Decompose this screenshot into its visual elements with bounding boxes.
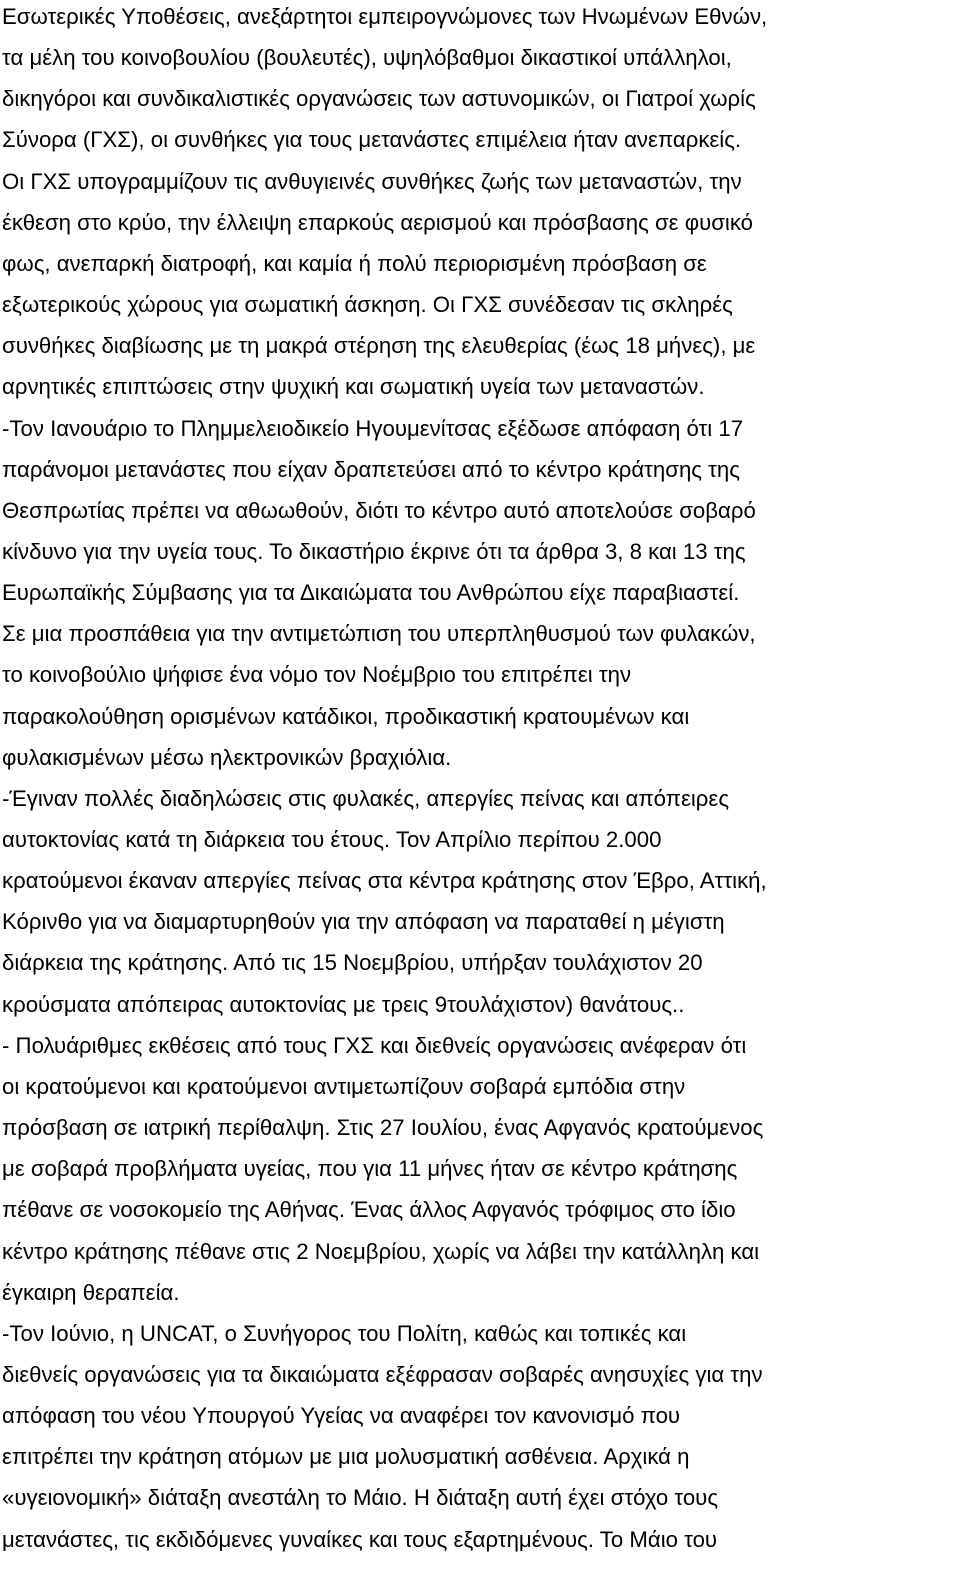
text-line: διεθνείς οργανώσεις για τα δικαιώματα εξέφρασαν σοβαρές ανησυχίες για την [2,1361,763,1387]
text-line: κίνδυνο για την υγεία τους. Το δικαστήριο έκρινε ότι τα άρθρα 3, 8 και 13 της [2,538,746,564]
text-line: το κοινοβούλιο ψήφισε ένα νόμο τον Νοέμβριο του επιτρέπει την [2,662,632,688]
text-line: τα μέλη του κοινοβουλίου (βουλευτές), υψηλόβαθμοι δικαστικοί υπάλληλοι, [2,45,732,71]
text-line: κρατούμενοι έκαναν απεργίες πείνας στα κέντρα κράτησης στον Έβρο, Αττική, [2,868,767,894]
text-line: Κόρινθο για να διαμαρτυρηθούν για την απόφαση να παραταθεί η μέγιστη [2,909,725,935]
text-line: -Έγιναν πολλές διαδηλώσεις στις φυλακές, απεργίες πείνας και απόπειρες [2,785,730,811]
text-line: παράνομοι μετανάστες που είχαν δραπετεύσει από το κέντρο κράτησης της [2,456,740,482]
text-line: «υγειονομική» διάταξη ανεστάλη το Μάιο. Η διάταξη αυτή έχει στόχο τους [2,1485,719,1511]
text-line: Οι ΓΧΣ υπογραμμίζουν τις ανθυγιεινές συνθήκες ζωής των μεταναστών, την [2,168,742,194]
text-line: με σοβαρά προβλήματα υγείας, που για 11 μήνες ήταν σε κέντρο κράτησης [2,1156,738,1182]
text-line: δικηγόροι και συνδικαλιστικές οργανώσεις των αστυνομικών, οι Γιατροί χωρίς [2,86,756,112]
text-line: Σε μια προσπάθεια για την αντιμετώπιση του υπερπληθυσμού των φυλακών, [2,621,756,647]
text-line: φυλακισμένων μέσω ηλεκτρονικών βραχιόλια. [2,744,452,770]
text-line: έγκαιρη θεραπεία. [2,1279,180,1305]
text-line: αυτοκτονίας κατά τη διάρκεια του έτους. Τον Απρίλιο περίπου 2.000 [2,827,662,852]
text-line: διάρκεια της κράτησης. Από τις 15 Νοεμβρίου, υπήρξαν τουλάχιστον 20 [2,950,703,976]
text-line: συνθήκες διαβίωσης με τη μακρά στέρηση της ελευθερίας (έως 18 μήνες), με [2,333,756,359]
text-line: έκθεση στο κρύο, την έλλειψη επαρκούς αερισμού και πρόσβασης σε φυσικό [2,209,754,235]
text-line: κρούσματα απόπειρας αυτοκτονίας με τρεις 9τουλάχιστον) θανάτους.. [2,991,685,1017]
text-line: κέντρο κράτησης πέθανε στις 2 Νοεμβρίου, χωρίς να λάβει την κατάλληλη και [2,1238,760,1264]
text-line: - Πολυάριθμες εκθέσεις από τους ΓΧΣ και διεθνείς οργανώσεις ανέφεραν ότι [2,1032,747,1058]
text-line: μετανάστες, τις εκδιδόμενες γυναίκες και τους εξαρτημένους. Το Μάιο του [2,1526,718,1552]
text-line: Θεσπρωτίας πρέπει να αθωωθούν, διότι το κέντρο αυτό αποτελούσε σοβαρό [2,497,756,523]
text-line: εξωτερικούς χώρους για σωματική άσκηση. Οι ΓΧΣ συνέδεσαν τις σκληρές [2,292,733,318]
text-line: Ευρωπαϊκής Σύμβασης για τα Δικαιώματα του Ανθρώπου είχε παραβιαστεί. [2,580,740,606]
text-line: επιτρέπει την κράτηση ατόμων με μια μολυσματική ασθένεια. Αρχικά η [2,1444,690,1470]
text-line: -Τον Ιούνιο, η UNCAT, ο Συνήγορος του Πολίτη, καθώς και τοπικές και [2,1320,687,1346]
text-line: παρακολούθηση ορισμένων κατάδικοι, προδικαστική κρατουμένων και [2,703,690,729]
text-line: -Τον Ιανουάριο το Πλημμελειοδικείο Ηγουμενίτσας εξέδωσε απόφαση ότι 17 [2,415,744,441]
text-line: απόφαση του νέου Υπουργού Υγείας να αναφέρει τον κανονισμό που [2,1403,681,1429]
text-line: φως, ανεπαρκή διατροφή, και καμία ή πολύ περιορισμένη πρόσβαση σε [2,250,707,276]
text-line: πρόσβαση σε ιατρική περίθαλψη. Στις 27 Ιουλίου, ένας Αφγανός κρατούμενος [2,1115,764,1141]
text-line: αρνητικές επιπτώσεις στην ψυχική και σωματική υγεία των μεταναστών. [2,374,705,400]
text-line: Εσωτερικές Υποθέσεις, ανεξάρτητοι εμπειρογνώμονες των Ηνωμένων Εθνών, [2,4,768,29]
text-line: πέθανε σε νοσοκομείο της Αθήνας. Ένας άλλος Αφγανός τρόφιμος στο ίδιο [2,1197,736,1223]
text-line: οι κρατούμενοι και κρατούμενοι αντιμετωπίζουν σοβαρά εμπόδια στην [2,1073,686,1099]
text-line: Σύνορα (ΓΧΣ), οι συνθήκες για τους μετανάστες επιμέλεια ήταν ανεπαρκείς. [2,127,742,153]
